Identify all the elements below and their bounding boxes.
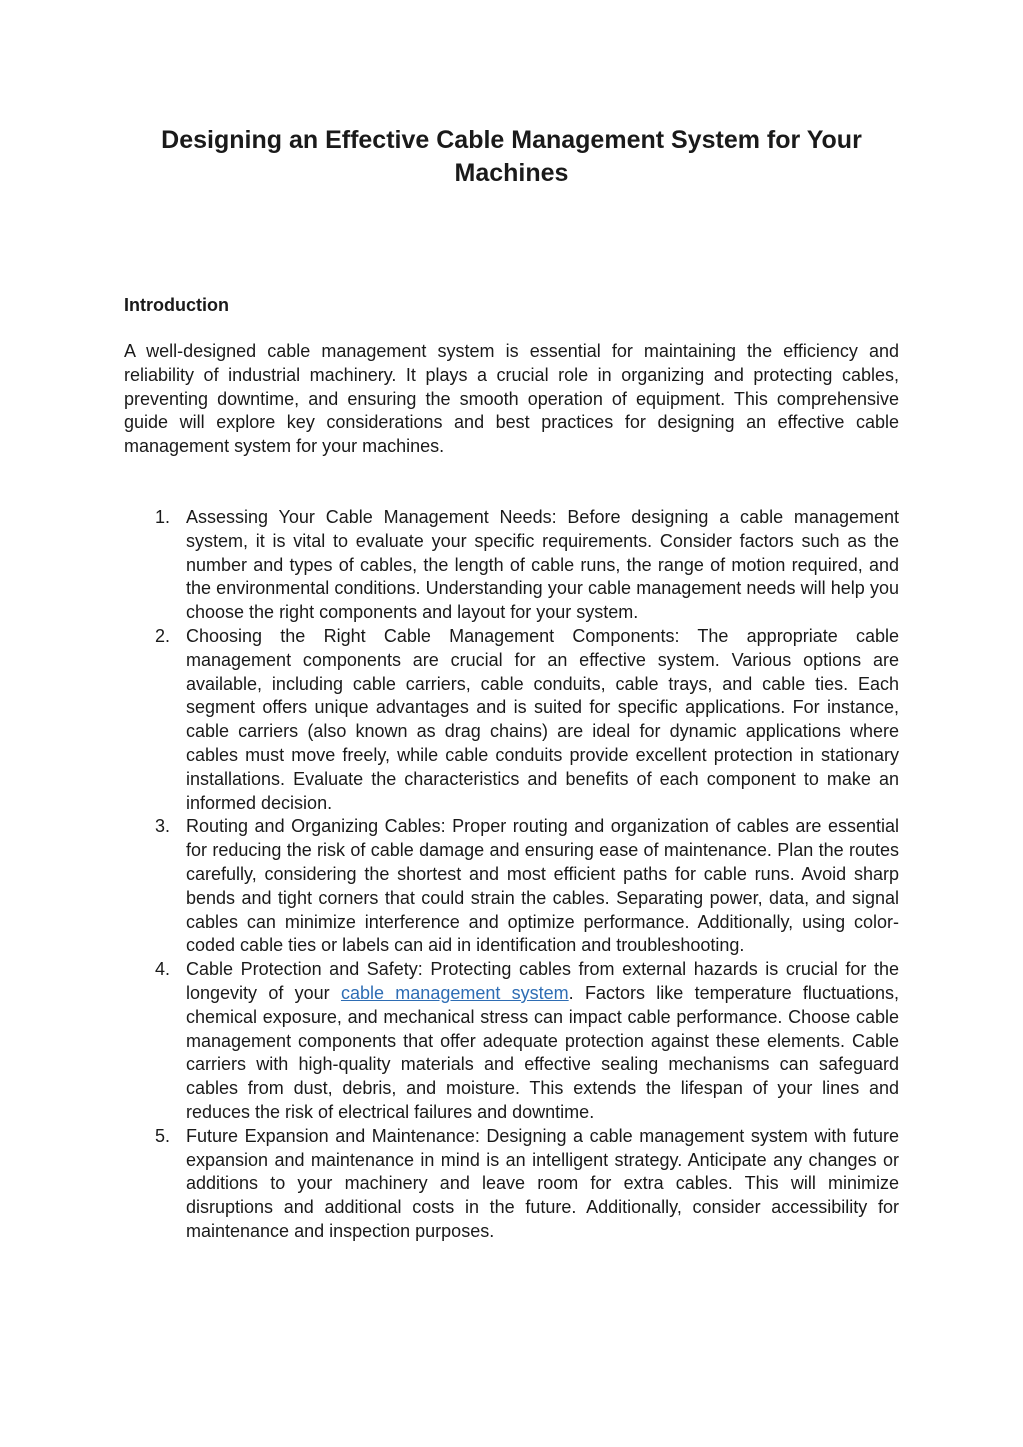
list-item-text: Future Expansion and Maintenance: Designing a cable management system with future expansion and maintenance in mind is an intelligent strategy. Anticipate any changes or additions to your machinery and leave room for extra cables. This will minimize disruptions and additional costs in the future. Additionally, consider accessibility for maintenance and inspection purposes. (186, 1125, 899, 1241)
list-item (124, 815, 899, 958)
list-item (124, 506, 899, 625)
introduction-heading: Introduction (124, 295, 229, 315)
list-item-text-before-link: Cable Protection and Safety: Protecting cables from external hazards is crucial for the longevity of your (186, 959, 899, 1003)
list-item-number: 4. (155, 959, 171, 980)
list-item-number: 2. (155, 625, 171, 646)
introduction-paragraph: A well-designed cable management system is essential for maintaining the efficiency and reliability of industrial machinery. It plays a crucial role in organizing and protecting cables, preventing downtime, and ensuring the smooth operation of equipment. This comprehensive guide will explore key considerations and best practices for designing an effective cable management system for your machines. (124, 341, 899, 457)
list-item (124, 1125, 899, 1244)
list-item-number: 5. (155, 1125, 171, 1146)
cable-management-system-link[interactable]: cable management system (340, 982, 569, 1003)
list-item-text: Assessing Your Cable Management Needs: Before designing a cable management system, it is vital to evaluate your specific requirements. Consider factors such as the number and types of cables, the length of cable runs, the range of motion required, and the environmental conditions. Understanding your cable management needs will help you choose the right components and layout for your system. (186, 506, 899, 623)
list-item-number: 3. (155, 816, 171, 837)
list-item-number: 1. (155, 506, 171, 527)
list-item-text-after-link: . Factors like temperature fluctuations, chemical exposure, and mechanical stress can impact cable performance. Choose cable management components that offer adequate protection against these elements. Cable carriers with high-quality materials and effective sealing mechanisms can safeguard cables from dust, debris, and moisture. This extends the lifespan of your lines and reduces the risk of electrical failures and downtime. (186, 982, 899, 1122)
steps-list (124, 506, 899, 1244)
list-item-text: Choosing the Right Cable Management Components: The appropriate cable management components are crucial for an effective system. Various options are available, including cable carriers, cable conduits, cable trays, and cable ties. Each segment offers unique advantages and is suited for specific applications. For instance, cable carriers (also known as drag chains) are ideal for dynamic applications where cables must move freely, while cable conduits provide excellent protection in stationary installations. Evaluate the characteristics and benefits of each component to make an informed decision. (186, 625, 899, 813)
list-item (124, 958, 899, 1125)
list-item-text: Routing and Organizing Cables: Proper routing and organization of cables are essential for reducing the risk of cable damage and ensuring ease of maintenance. Plan the routes carefully, considering the shortest and most efficient paths for cable runs. Avoid sharp bends and tight corners that could strain the cables. Separating power, data, and signal cables can minimize interference and optimize performance. Additionally, using color-coded cable ties or labels can aid in identification and troubleshooting. (186, 816, 899, 956)
list-item (124, 625, 899, 815)
document-page (124, 0, 899, 1244)
document-title: Designing an Effective Cable Management System for Your Machines (161, 126, 862, 187)
